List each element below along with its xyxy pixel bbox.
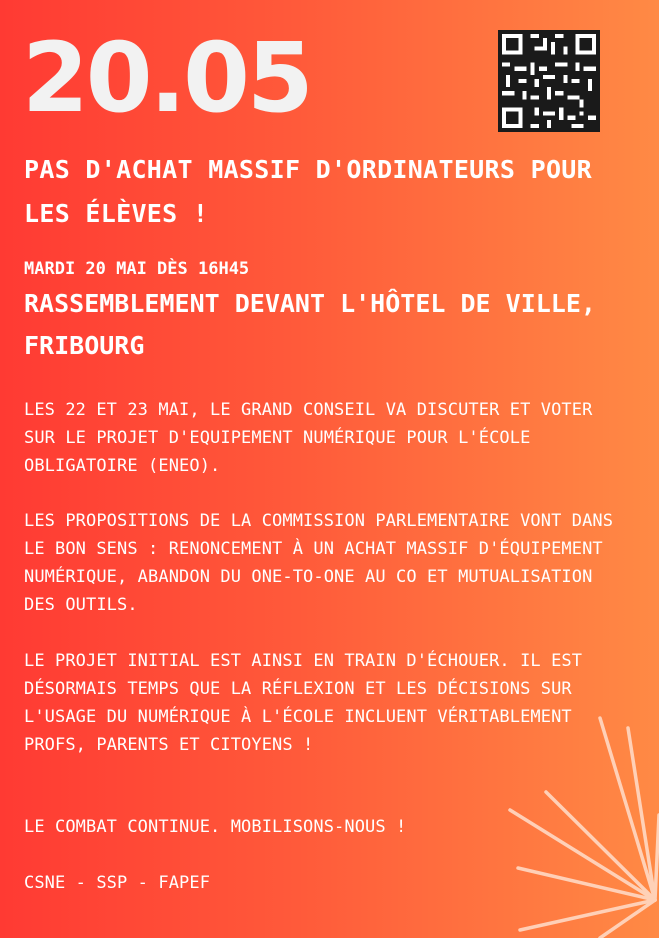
paragraph-project: LE PROJET INITIAL EST AINSI EN TRAIN D'ÉCHOUER. IL EST DÉSORMAIS TEMPS QUE LA RÉFLEXION ET LES DÉCISIONS SUR L'USAGE DU NUMÉRIQUE À L'ÉCOLE INCLUENT VÉRITABLEMENT PROFS, PARENTS ET CITOYENS ! <box>24 651 583 755</box>
paragraph-intro: LES 22 ET 23 MAI, LE GRAND CONSEIL VA DISCUTER ET VOTER SUR LE PROJET D'EQUIPEMENT NUMÉRIQUE POUR L'ÉCOLE OBLIGATOIRE (ENEO). <box>24 400 593 476</box>
paragraph-commission: LES PROPOSITIONS DE LA COMMISSION PARLEMENTAIRE VONT DANS LE BON SENS : RENONCEMENT À UN ACHAT MASSIF D'ÉQUIPEMENT NUMÉRIQUE, ABANDON DU ONE-TO-ONE AU CO ET MUTUALISATION DES OUTILS. <box>24 511 614 615</box>
signature: CSNE - SSP - FAPEF <box>24 873 211 893</box>
paragraph-call-to-action: LE COMBAT CONTINUE. MOBILISONS-NOUS ! <box>24 817 407 837</box>
headline: PAS D'ACHAT MASSIF D'ORDINATEURS POUR LES ÉLÈVES ! <box>24 155 592 228</box>
event-date: 20.05 <box>22 22 311 134</box>
qr-code-icon <box>498 30 600 132</box>
event-when: MARDI 20 MAI DÈS 16H45 <box>24 259 250 279</box>
event-where: RASSEMBLEMENT DEVANT L'HÔTEL DE VILLE, FRIBOURG <box>24 289 596 360</box>
